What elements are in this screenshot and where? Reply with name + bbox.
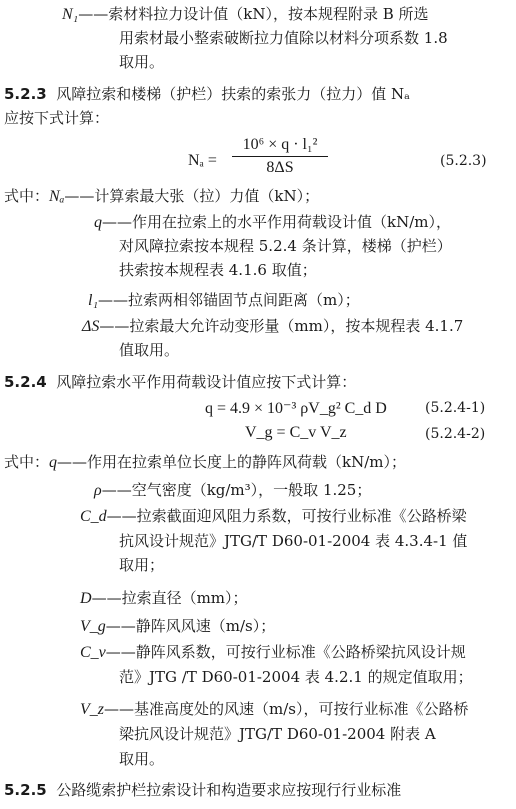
section-number: 5.2.4 (4, 373, 47, 391)
equation-5-2-4-2: V_g = C_v V_z (245, 424, 347, 441)
line-text: 公路缆索护栏拉索设计和构造要求应按现行行业标准 (56, 781, 402, 799)
where-line (80, 506, 467, 527)
equation-number: (5.2.3) (440, 153, 487, 169)
equation-5-2-4-1: q = 4.9 × 10⁻³ ρV_g² C_d D (205, 400, 387, 417)
line-text: ——作用在拉索单位长度上的静阵风荷载（kN/m）； (57, 453, 407, 471)
symbol: ΔS (82, 318, 100, 335)
text-line: 对风障拉索按本规程 5.2.4 条计算，楼梯（护栏） (119, 237, 452, 255)
symbol: C_v (80, 644, 106, 661)
line-text: ——基准高度处的风速（m/s），可按行业标准《公路桥 (104, 700, 469, 718)
text-line: 扶索按本规程表 4.1.6 取值； (119, 261, 317, 279)
symbol: q (49, 454, 58, 471)
line-text: 风障拉索和楼梯（护栏）扶索的索张力（拉力）值 Nₐ (56, 85, 410, 103)
where-label: 式中： (4, 453, 50, 471)
equation-lhs: Nₐ = (188, 152, 217, 169)
text-line: 值取用。 (119, 341, 180, 359)
equation-number: (5.2.4-2) (425, 426, 486, 442)
where-line (80, 588, 248, 609)
symbol: ρ (94, 482, 102, 499)
section-heading-5-2-4 (4, 372, 356, 392)
line-text: ——拉索最大允许动变形量（mm），按本规程表 4.1.7 (99, 317, 464, 335)
symbol: V_z (80, 701, 104, 718)
line-text: ——作用在拉索上的水平作用荷载设计值（kN/m）， (102, 213, 451, 231)
where-line (80, 699, 468, 720)
symbol: q (94, 214, 102, 231)
where-line (80, 642, 466, 663)
where-line (4, 452, 406, 473)
text-line: 范》JTG /T D60-01-2004 表 4.2.1 的规定值取用； (119, 668, 473, 686)
line-text: ——拉索两相邻锚固节点间距离（m）； (98, 291, 360, 309)
section-number: 5.2.5 (4, 781, 47, 799)
symbol: N₁ (62, 6, 79, 23)
text-line: 抗风设计规范》JTG/T D60-01-2004 表 4.3.4-1 值 (119, 532, 468, 550)
text-line: 取用。 (119, 750, 165, 768)
line-text: ——空气密度（kg/m³），一般取 1.25； (101, 481, 372, 499)
section-heading-5-2-5 (4, 780, 401, 800)
fraction-denominator: 8ΔS (266, 159, 294, 176)
where-line (80, 616, 275, 637)
where-line (88, 290, 360, 311)
text-line: 取用。 (119, 53, 165, 71)
where-line (94, 480, 371, 501)
where-label: 式中： (4, 187, 50, 205)
section-heading-5-2-3 (4, 84, 410, 104)
symbol: l₁ (88, 292, 99, 309)
line-text: ——拉索截面迎风阻力系数，可按行业标准《公路桥梁 (106, 507, 467, 525)
line-text: ——计算索最大张（拉）力值（kN）； (64, 187, 320, 205)
line-text: ——静阵风风速（m/s）； (105, 617, 276, 635)
text-line: 梁抗风设计规范》JTG/T D60-01-2004 附表 A (119, 725, 436, 743)
equation-fraction (232, 136, 328, 177)
line-text: ——静阵风系数，可按行业标准《公路桥梁抗风设计规 (105, 643, 466, 661)
where-line (82, 316, 463, 337)
equation-number: (5.2.4-1) (425, 400, 486, 416)
symbol: V_g (80, 618, 106, 635)
fraction-numerator: 10⁶ × q · l₁² (232, 136, 328, 157)
text-line (62, 4, 429, 25)
line-text: ——拉索直径（mm）； (91, 589, 248, 607)
symbol: Nₐ (49, 188, 65, 205)
section-number: 5.2.3 (4, 85, 47, 103)
line-text: ——索材料拉力设计值（kN），按本规程附录 B 所选 (78, 5, 429, 23)
symbol: D (80, 590, 92, 607)
text-line: 取用； (119, 556, 165, 574)
text-line: 应按下式计算： (4, 109, 110, 127)
where-line (4, 186, 319, 207)
where-line (94, 212, 451, 233)
symbol: C_d (80, 508, 107, 525)
line-text: 风障拉索水平作用荷载设计值应按下式计算： (56, 373, 357, 391)
text-line: 用索材最小整索破断拉力值除以材料分项系数 1.8 (119, 29, 448, 47)
